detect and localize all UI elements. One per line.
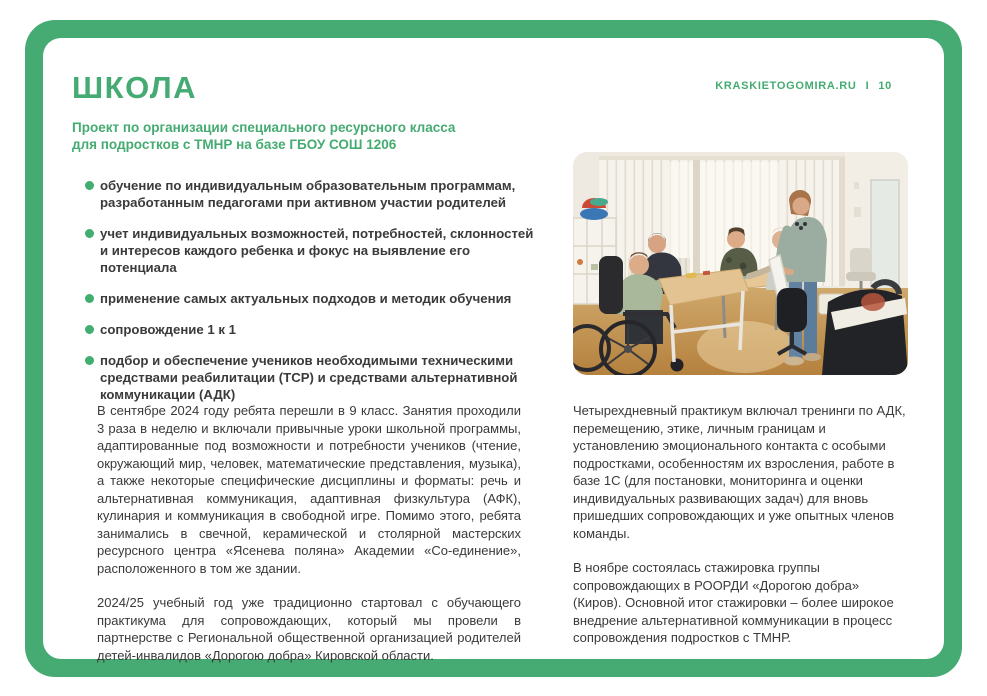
page-title: ШКОЛА	[72, 70, 198, 105]
bullet-item: применение самых актуальных подходов и методик обучения	[85, 290, 537, 307]
paragraph: В ноябре состоялась стажировка группы сопровождающих в РООРДИ «Дорогою добра» (Киров). Основной итог стажировки – более широкое внедрение альтернативной коммуникации в процесс сопровождения подростков с ТМНР.	[573, 560, 894, 645]
necklace-bead	[795, 222, 799, 226]
page-number: 10	[878, 80, 892, 92]
light-switch	[854, 207, 861, 217]
toy-rim-teal	[590, 198, 608, 206]
wheelchair-back	[599, 256, 623, 314]
window-frame-bar	[693, 158, 700, 286]
camo-spot	[726, 257, 732, 263]
necklace-bead	[799, 226, 803, 230]
necklace-bead	[803, 222, 807, 226]
pager-separator: I	[865, 80, 870, 92]
bullet-item: подбор и обеспечение учеников необходимыми техническими средствами реабилитации (ТСР) и средствами альтернативной коммуникации (АДК)	[85, 352, 537, 403]
classroom-photo	[573, 152, 908, 375]
subtitle-line-2: для подростков с ТМНР на базе ГБОУ СОШ 1206	[72, 137, 397, 152]
wheel-hub	[624, 345, 632, 353]
bullet-item: сопровождение 1 к 1	[85, 321, 537, 338]
toy	[577, 259, 583, 265]
standing-woman-face	[792, 197, 809, 214]
green-frame	[25, 20, 962, 677]
paragraph: В сентябре 2024 году ребята перешли в 9 класс. Занятия проходили 3 раза в неделю и включали привычные уроки школьной программы, адаптированные под возможности и потребности учеников (чтение, окружающий мир, человек, математические представления, музыка), а также некоторые специфические дисциплины и форматы: речь и альтернативная коммуникация, адаптивная физкультура (АФК), кулинария и коммуникация в свободной игре. Помимо этого, ребята занимались в свечной, керамической и столярной мастерских ресурсного центра «Ясенева поляна» Академии «Со-единение», расположенного в том же здании.	[97, 403, 521, 576]
feature-bullet-list	[85, 177, 537, 417]
site-url: KRASKIETOGOMIRA.RU	[715, 80, 857, 92]
shoe	[784, 357, 804, 366]
paragraph: Четырехдневный практикум включал тренинги по АДК, перемещению, этике, личным границам и установлению эмоционального контакта с особыми подростками, особенностям их взросления, работе в базе 1С (для постановки, мониторинга и оценки индивидуальных развивающих задач) для вновь пришедших сопровождающих и уже опытных членов команды.	[573, 403, 906, 541]
office-chair-mid	[777, 288, 807, 332]
chair-light-seat	[846, 272, 876, 281]
slide-content	[43, 38, 944, 663]
light-switch	[854, 182, 859, 189]
subtitle-line-1: Проект по организации специального ресурсного класса	[72, 120, 456, 135]
toy-bowl-blue	[580, 208, 608, 220]
bullet-item: обучение по индивидуальным образовательным программам, разработанным педагогами при активном участии родителей	[85, 177, 537, 211]
toy	[591, 264, 598, 270]
site-pager	[715, 80, 892, 92]
paragraph: 2024/25 учебный год уже традиционно стартовал с обучающего практикума для сопровождающих, который мы провели в партнерстве с Региональной общественной организацией родителей детей-инвалидов «Дорогою добра» Кировской области.	[97, 595, 521, 663]
red-object-on-chair	[861, 293, 885, 311]
window-frame-top	[599, 156, 847, 160]
left-text-column	[97, 402, 521, 681]
classroom-photo-illustration	[573, 152, 908, 375]
bullet-item: учет индивидуальных возможностей, потребностей, склонностей и интересов каждого ребенка и фокус на выявление его потенциала	[85, 225, 537, 276]
person-boy1-head	[629, 255, 649, 275]
person-man-head	[648, 235, 666, 253]
camo-spot	[740, 263, 747, 270]
chair-light-back	[850, 248, 872, 274]
right-text-column	[573, 402, 909, 664]
desk-item-red	[703, 271, 710, 276]
project-subtitle	[72, 119, 455, 153]
desk-item-sponge	[686, 272, 696, 278]
window-frame-right	[839, 158, 845, 286]
